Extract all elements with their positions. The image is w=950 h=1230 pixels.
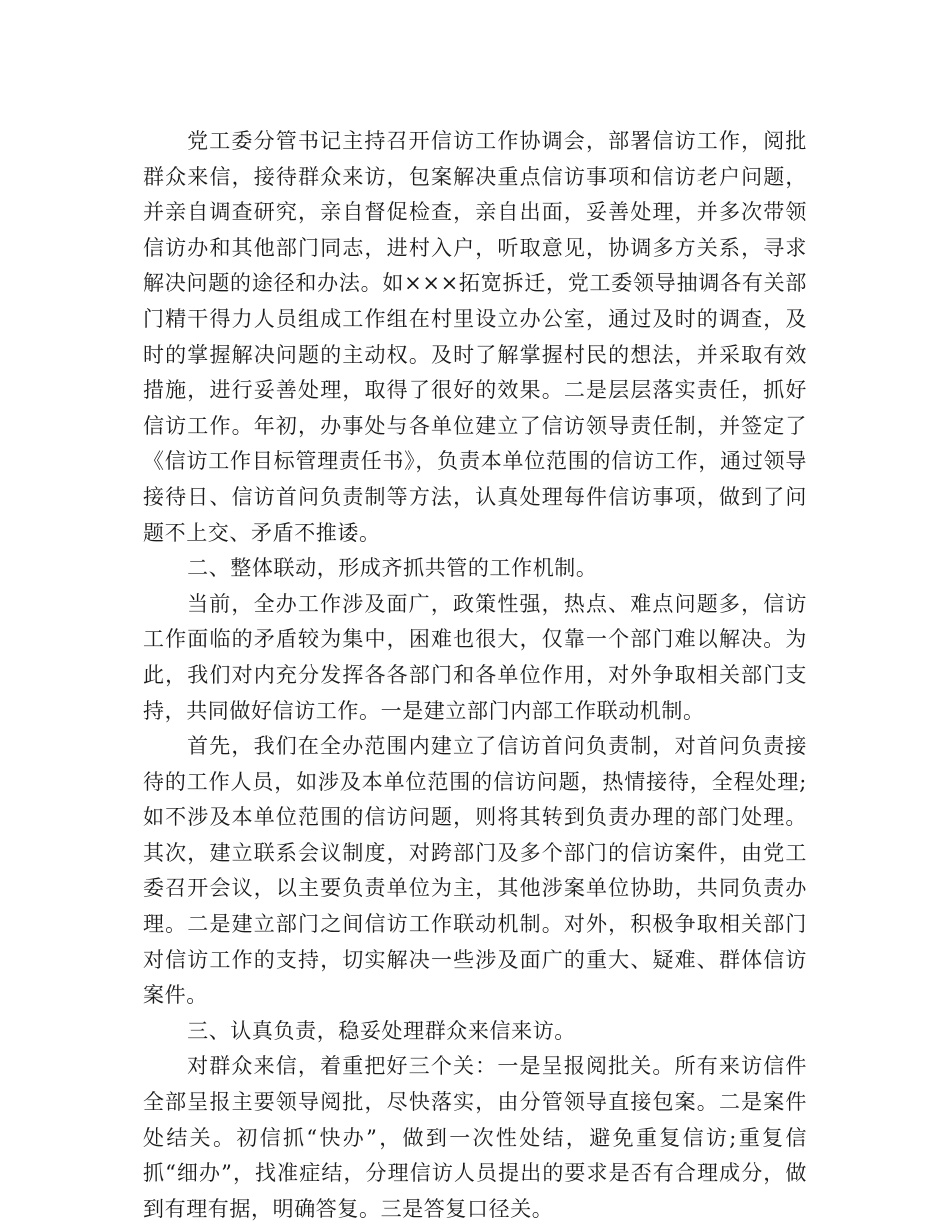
paragraph-letters-handling: 对群众来信，着重把好三个关：一是呈报阅批关。所有来访信件全部呈报主要领导阅批，尽快落实，由分管领导直接包案。二是案件处结关。初信抓“快办”，做到一次性处结，避免重复信访;重复信抓“细办”，找准症结，分理信访人员提出的要求是否有合理成分，做到有理有据，明确答复。三是答复口径关。 [143,1054,807,1221]
paragraph-current-situation: 当前，全办工作涉及面广，政策性强，热点、难点问题多，信访工作面临的矛盾较为集中，困难也很大，仅靠一个部门难以解决。为此，我们对内充分发挥各各部门和各单位作用，对外争取相关部门支持，共同做好信访工作。一是建立部门内部工作联动机制。 [143,591,807,723]
paragraph-first-responsibility: 首先，我们在全办范围内建立了信访首问负责制，对首问负责接待的工作人员，如涉及本单位范围的信访问题，热情接待，全程处理;如不涉及本单位范围的信访问题，则将其转到负责办理的部门处理。其次，建立联系会议制度，对跨部门及多个部门的信访案件，由党工委召开会议，以主要负责单位为主，其他涉案单位协助，共同负责办理。二是建立部门之间信访工作联动机制。对外，积极争取相关部门对信访工作的支持，切实解决一些涉及面广的重大、疑难、群体信访案件。 [143,734,807,1008]
heading-section-3: 三、认真负责，稳妥处理群众来信来访。 [187,1018,576,1043]
document-body [143,124,807,1227]
paragraph-leadership: 党工委分管书记主持召开信访工作协调会，部署信访工作，阅批群众来信，接待群众来访，包案解决重点信访事项和信访老户问题，并亲自调查研究，亲自督促检查，亲自出面，妥善处理，并多次带领信访办和其他部门同志，进村入户，听取意见，协调多方关系，寻求解决问题的途径和办法。如×××拓宽拆迁，党工委领导抽调各有关部门精干得力人员组成工作组在村里设立办公室，通过及时的调查，及时的掌握解决问题的主动权。及时了解掌握村民的想法，并采取有效措施，进行妥善处理，取得了很好的效果。二是层层落实责任，抓好信访工作。年初，办事处与各单位建立了信访领导责任制，并签定了《信访工作目标管理责任书》，负责本单位范围的信访工作，通过领导接待日、信访首问负责制等方法，认真处理每件信访事项，做到了问题不上交、矛盾不推诿。 [143,129,807,545]
heading-section-2: 二、整体联动，形成齐抓共管的工作机制。 [187,556,598,581]
